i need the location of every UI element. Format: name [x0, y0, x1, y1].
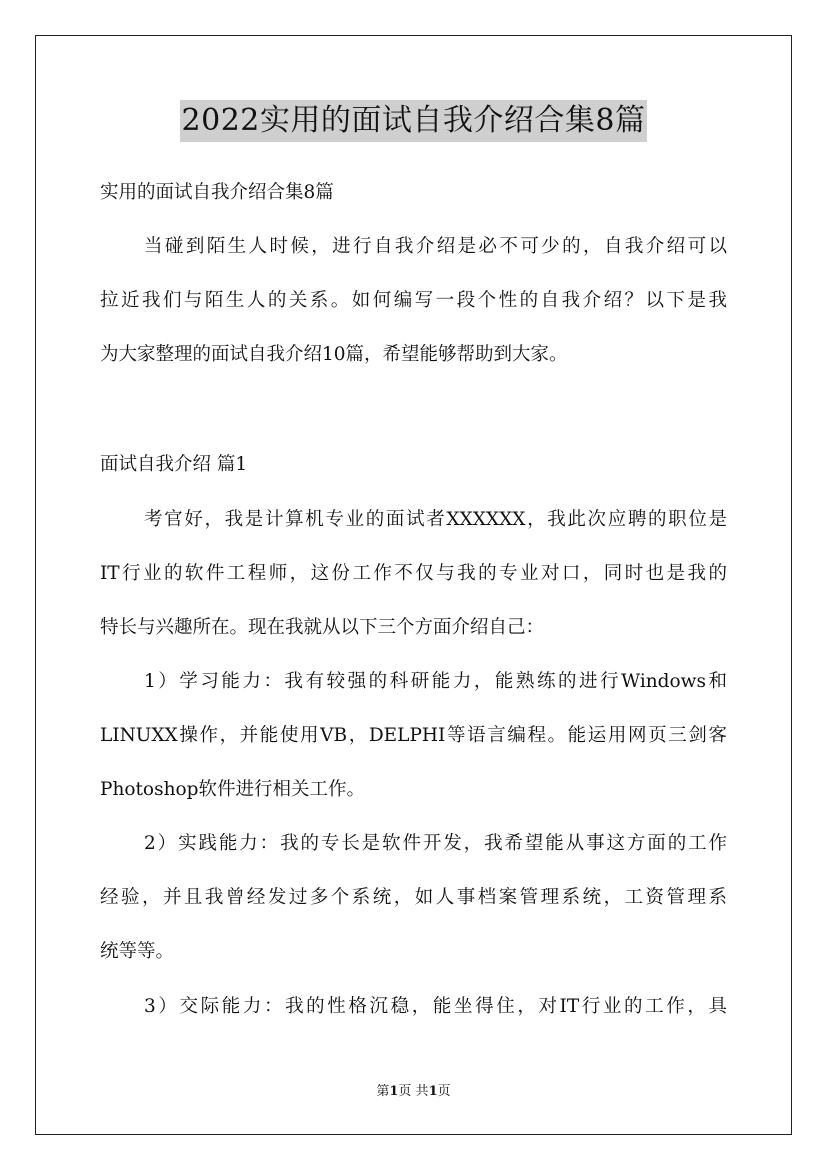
footer-page-total: 1: [428, 1084, 438, 1099]
paragraph3-line-3: 统等等。: [100, 941, 175, 962]
title-container: [0, 100, 827, 142]
document-title: 2022实用的面试自我介绍合集8篇: [180, 100, 648, 142]
paragraph2-line-2: LINUXX操作，并能使用VB，DELPHI等语言编程。能运用网页三剑客: [100, 725, 727, 746]
footer-page-prefix: 第: [376, 1084, 390, 1099]
footer-page-mid: 页 共: [398, 1084, 429, 1099]
paragraph3-line-2: 经验，并且我曾经发过多个系统，如人事档案管理系统，工资管理系: [100, 887, 727, 908]
footer-page-current: 1: [389, 1084, 399, 1099]
document-subtitle: 实用的面试自我介绍合集8篇: [100, 182, 334, 203]
paragraph2-line-3: Photoshop软件进行相关工作。: [100, 779, 365, 800]
page-footer: [0, 1084, 827, 1100]
paragraph1-line-2: IT行业的软件工程师，这份工作不仅与我的专业对口，同时也是我的: [100, 563, 727, 584]
section-heading: 面试自我介绍 篇1: [100, 454, 248, 475]
intro-line-1: 当碰到陌生人时候，进行自我介绍是必不可少的，自我介绍可以: [144, 236, 727, 257]
paragraph3-line-1: 2）实践能力：我的专长是软件开发，我希望能从事这方面的工作: [144, 833, 727, 854]
footer-page-suffix: 页: [437, 1084, 451, 1099]
paragraph1-line-1: 考官好，我是计算机专业的面试者XXXXXX，我此次应聘的职位是: [144, 509, 727, 530]
paragraph4-line-1: 3）交际能力：我的性格沉稳，能坐得住，对IT行业的工作，具: [144, 996, 727, 1017]
paragraph1-line-3: 特长与兴趣所在。现在我就从以下三个方面介绍自己：: [100, 617, 545, 638]
intro-line-3: 为大家整理的面试自我介绍10篇，希望能够帮助到大家。: [100, 344, 568, 365]
paragraph2-line-1: 1）学习能力：我有较强的科研能力，能熟练的进行Windows和: [144, 671, 727, 692]
intro-line-2: 拉近我们与陌生人的关系。如何编写一段个性的自我介绍？以下是我: [100, 290, 727, 311]
